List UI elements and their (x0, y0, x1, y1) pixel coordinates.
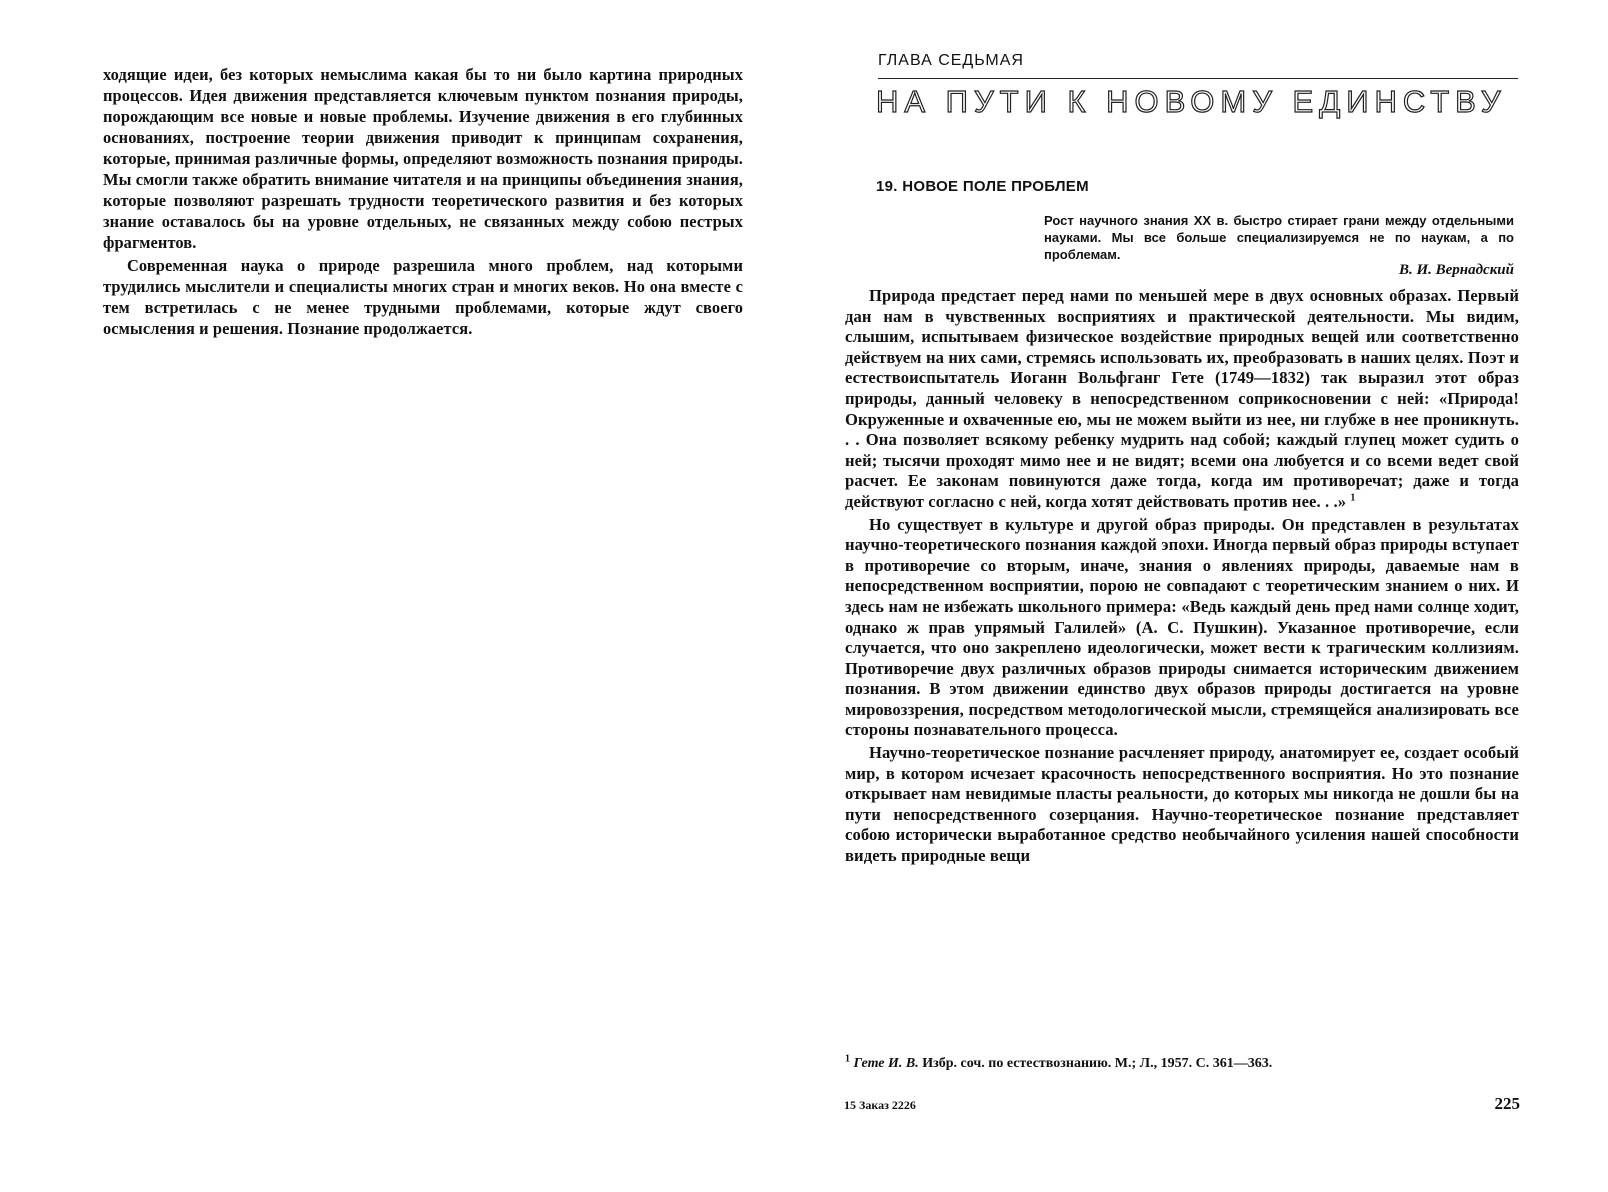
right-paragraph-1-text: Природа предстает перед нами по меньшей мере в двух основных образах. Первый дан нам в чувственных восприятиях и практической деятельности. Мы видим, слышим, испытываем физическое воздействие природных вещей или соответственно действуем на них сами, стремясь использовать их, преобразовать в наших целях. Поэт и естествоиспытатель Иоганн Вольфганг Гете (1749—1832) так выразил этот образ природы, данный человеку в непосредственном соприкосновении с ней: «Природа! Окруженные и охваченные ею, мы не можем выйти из нее, ни глубже в нее проникнуть. . . Она позволяет всякому ребенку мудрить над собой; каждый глупец может судить о ней; тысячи проходят мимо нее и не видят; всеми она любуется и со всеми ведет свой расчет. Ее законам повинуются даже тогда, когда им противоречат; даже и тогда действуют согласно с ней, когда хотят действовать против нее. . .» (845, 286, 1519, 511)
chapter-label: ГЛАВА СЕДЬМАЯ (878, 52, 1024, 69)
print-signature: 15 Заказ 2226 (844, 1098, 916, 1112)
footnote-author: Гете И. В. (853, 1056, 919, 1071)
footnote-marker[interactable]: 1 (1350, 492, 1356, 504)
left-paragraph-1: ходящие идеи, без которых немыслима какая бы то ни было картина природных процессов. Идея движения представляется ключевым пунктом познания природы, порождающим все новые и новые проблемы. Изучение движения в его глубинных основаниях, построение теории движения приводит к принципам сохранения, которые, принимая различные формы, определяют возможность познания природы. Мы смогли также обратить внимание читателя и на принципы объединения знания, которые позволяют разрешать трудности теоретического развития и без которых знание оставалось бы на уровне отдельных, не связанных между собою пестрых фрагментов. (103, 65, 743, 252)
right-paragraph-1 (845, 286, 1519, 513)
chapter-title: НА ПУТИ К НОВОМУ ЕДИНСТВУ (876, 84, 1507, 119)
right-page-text (845, 286, 1519, 867)
footnote-number: 1 (845, 1053, 850, 1065)
epigraph-author: В. И. Вернадский (1398, 262, 1514, 278)
right-page (804, 0, 1608, 1192)
page-number: 225 (1494, 1094, 1520, 1113)
epigraph-text: Рост научного знания XX в. быстро стирает грани между отдельными науками. Мы все больше специализируемся не по наукам, а по проблемам. (1044, 213, 1514, 262)
right-paragraph-3: Научно-теоретическое познание расчленяет природу, анатомирует ее, создает особый мир, в котором исчезает красочность непосредственного восприятия. Но это познание открывает нам невидимые пласты реальности, до которых мы никогда не дошли бы на пути непосредственного созерцания. Научно-теоретическое познание представляет собою исторически выработанное средство необычайного усиления нашей способности видеть природные вещи (845, 743, 1519, 866)
right-paragraph-2: Но существует в культуре и другой образ природы. Он представлен в результатах научно-теоретического познания каждой эпохи. Иногда первый образ природы вступает в противоречие со вторым, иначе, знания о явлениях природы, даваемые нам в непосредственном восприятии, порою не совпадают с теоретическим знанием о них. И здесь нам не избежать школьного примера: «Ведь каждый день пред нами солнце ходит, однако ж прав упрямый Галилей» (А. С. Пушкин). Указанное противоречие, если случается, что оно закреплено идеологически, может вести к трагическим коллизиям. Противоречие двух различных образов природы снимается историческим движением познания. В этом движении единство двух образов природы достигается на уровне мировоззрения, посредством методологической мысли, стремящейся анализировать все стороны познавательного процесса. (845, 514, 1519, 740)
left-paragraph-2: Современная наука о природе разрешила много проблем, над которыми трудились мыслители и специалисты многих стран и многих веков. Но она вместе с тем встретилась с не менее трудными проблемами, которые ждут своего осмысления и решения. Познание продолжается. (103, 256, 743, 338)
footnote-text: Избр. соч. по естествознанию. М.; Л., 1957. С. 361—363. (922, 1056, 1273, 1071)
chapter-rule (878, 78, 1518, 79)
footnote (845, 1053, 1519, 1072)
left-page-text (103, 64, 743, 339)
section-title: 19. НОВОЕ ПОЛЕ ПРОБЛЕМ (876, 178, 1089, 195)
